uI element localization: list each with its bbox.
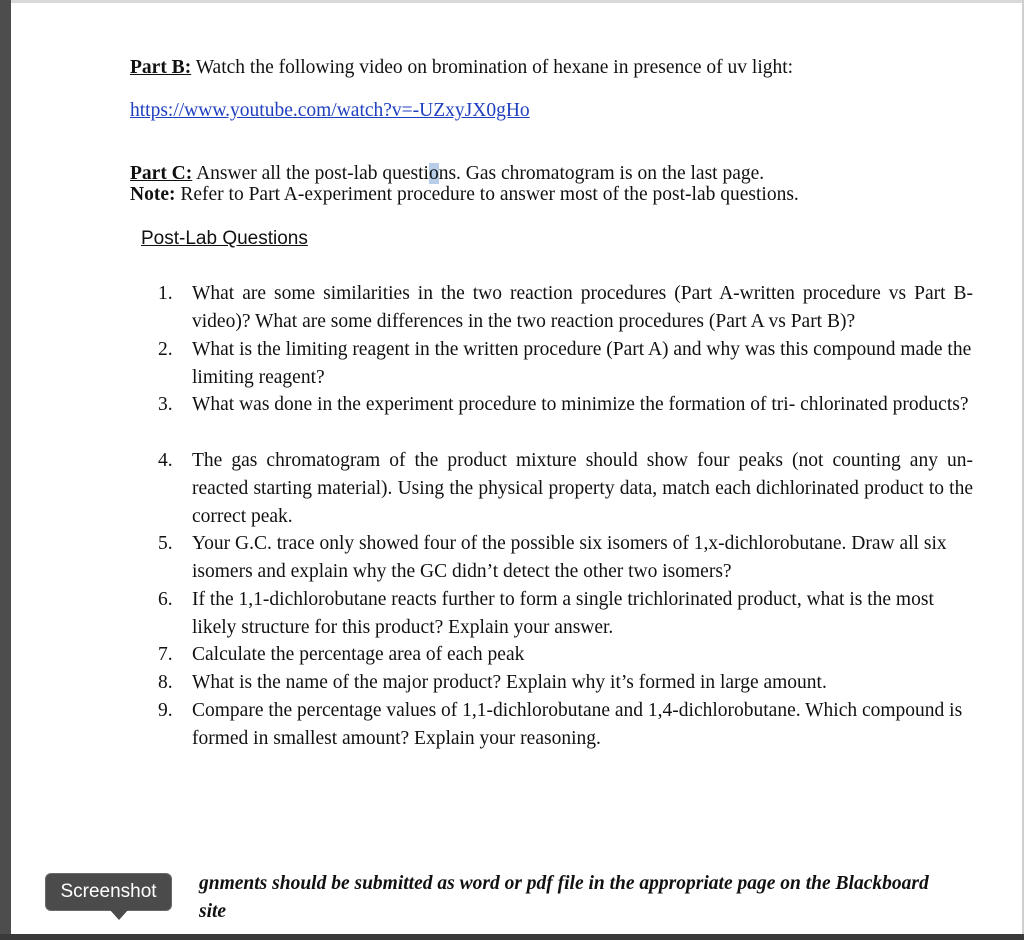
note-label: Note: bbox=[130, 184, 176, 205]
question-8 bbox=[158, 669, 973, 697]
text-selection-highlight: o bbox=[428, 163, 439, 184]
question-text: What are some similarities in the two reaction procedures (Part A-written procedure vs Part B-video)? What are some differences in the two reaction procedures (Part A vs Part B)? bbox=[192, 283, 973, 332]
question-3 bbox=[158, 391, 973, 419]
part-b-label: Part B: bbox=[130, 57, 192, 78]
part-c-label: Part C: bbox=[130, 163, 193, 184]
question-number: 9. bbox=[158, 700, 173, 721]
part-c-text-end: ns. Gas chromatogram is on the last page. bbox=[438, 163, 765, 184]
question-text: If the 1,1-dichlorobutane reacts further to form a single trichlorinated product, what is the most likely structure for this product? Explain your answer. bbox=[192, 589, 934, 638]
post-lab-heading: Post-Lab Questions bbox=[141, 228, 308, 249]
screenshot-tooltip-pointer bbox=[110, 910, 128, 920]
question-text: Your G.C. trace only showed four of the possible six isomers of 1,x-dichlorobutane. Draw all six isomers and explain why the GC didn’t detect the other two isomers? bbox=[192, 533, 947, 582]
question-number: 5. bbox=[158, 533, 173, 554]
part-b-line bbox=[130, 57, 793, 79]
question-9 bbox=[158, 697, 973, 753]
question-7 bbox=[158, 641, 973, 669]
question-6 bbox=[158, 586, 973, 642]
question-number: 8. bbox=[158, 672, 173, 693]
document-page bbox=[11, 3, 1022, 934]
question-text: What is the name of the major product? Explain why it’s formed in large amount. bbox=[192, 672, 827, 693]
part-c-line bbox=[130, 163, 764, 185]
question-number: 2. bbox=[158, 339, 173, 360]
screenshot-button[interactable]: Screenshot bbox=[45, 873, 172, 911]
question-text: Calculate the percentage area of each peak bbox=[192, 644, 525, 665]
submission-note-line-2: site bbox=[199, 901, 227, 922]
bottom-edge bbox=[0, 934, 1024, 940]
question-number: 1. bbox=[158, 283, 173, 304]
question-text: What was done in the experiment procedure to minimize the formation of tri- chlorinated products? bbox=[192, 394, 969, 415]
part-c-text-start: Answer all the post-lab questi bbox=[192, 163, 429, 184]
question-text: What is the limiting reagent in the written procedure (Part A) and why was this compound made the limiting reagent? bbox=[192, 339, 972, 388]
question-4 bbox=[158, 447, 973, 530]
left-window-border bbox=[0, 0, 11, 940]
question-2 bbox=[158, 336, 973, 392]
question-text: The gas chromatogram of the product mixture should show four peaks (not counting any un- reacted starting material). Using the physical property data, match each dichlorinated product to the correct peak. bbox=[192, 450, 973, 527]
submission-note bbox=[199, 870, 929, 926]
question-5 bbox=[158, 530, 973, 586]
submission-note-line-1: gnments should be submitted as word or pdf file in the appropriate page on the Blackboard bbox=[199, 873, 929, 894]
note-line bbox=[130, 184, 799, 206]
question-text: Compare the percentage values of 1,1-dichlorobutane and 1,4-dichlorobutane. Which compound is formed in smallest amount? Explain your reasoning. bbox=[192, 700, 963, 749]
question-number: 3. bbox=[158, 394, 173, 415]
question-number: 4. bbox=[158, 450, 173, 471]
question-number: 7. bbox=[158, 644, 173, 665]
question-1 bbox=[158, 280, 973, 336]
note-text: Refer to Part A-experiment procedure to answer most of the post-lab questions. bbox=[175, 184, 799, 205]
part-b-text: Watch the following video on bromination of hexane in presence of uv light: bbox=[191, 57, 794, 78]
question-number: 6. bbox=[158, 589, 173, 610]
video-link[interactable]: https://www.youtube.com/watch?v=-UZxyJX0gHo bbox=[130, 100, 530, 121]
